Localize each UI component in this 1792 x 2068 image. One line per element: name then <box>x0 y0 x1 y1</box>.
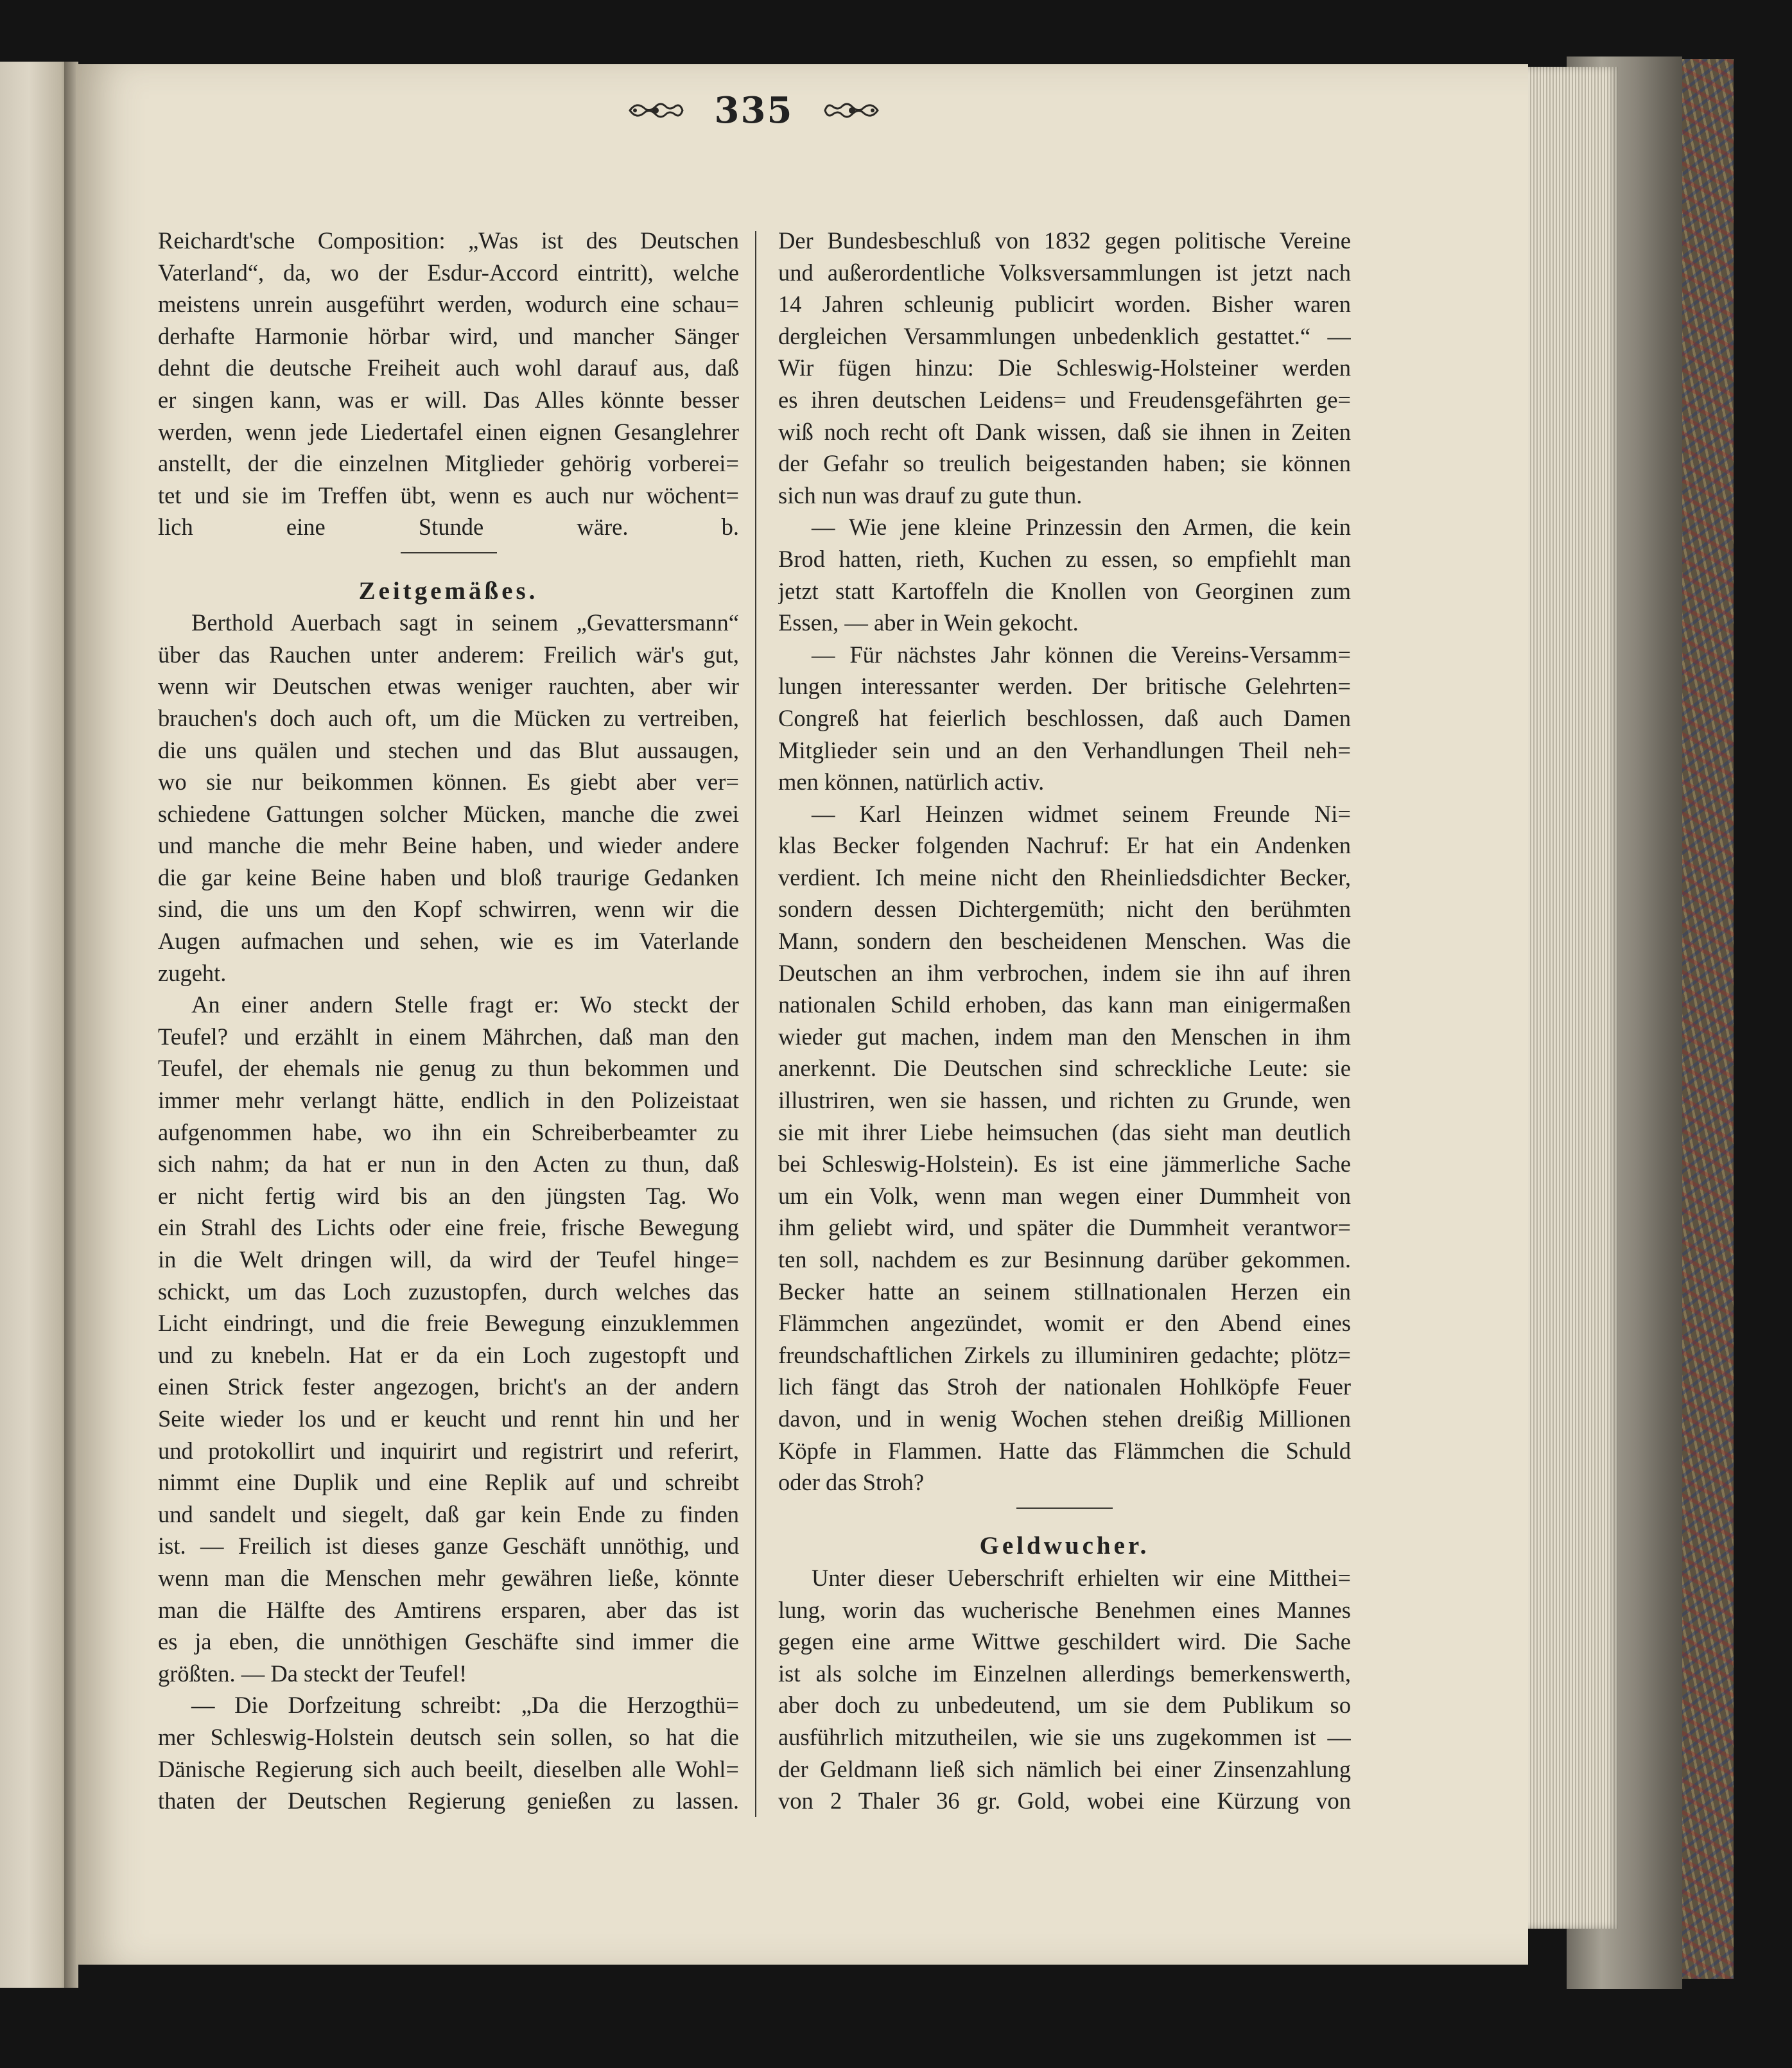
left-column-text-line: einen Strick fester angezogen, bricht's an der andern <box>158 1373 739 1400</box>
left-column-text-line: anstellt, der die einzelnen Mitglieder gehörig vorberei= <box>158 450 739 477</box>
left-column-text-line: Augen aufmachen und sehen, wie es im Vaterlande <box>158 928 739 955</box>
left-column-text-line: Berthold Auerbach sagt in seinem „Gevattersmann“ <box>191 609 739 636</box>
right-column-text-line: ihm geliebt wird, und später die Dummheit verantwor= <box>778 1214 1351 1241</box>
left-column-text-line: thaten der Deutschen Regierung genießen zu lassen. <box>158 1787 739 1814</box>
right-column-text-line: Becker hatte an seinem stillnationalen Herzen ein <box>778 1278 1351 1305</box>
left-column-text-line: ein Strahl des Lichts oder eine freie, frische Bewegung <box>158 1214 739 1241</box>
right-column-text-line: jetzt statt Kartoffeln die Knollen von Georginen zum <box>778 577 1351 604</box>
left-column-text-line: meistens unrein ausgeführt werden, wodurch eine schau= <box>158 291 739 318</box>
left-column-text-line: brauchen's doch auch oft, um die Mücken zu vertreiben, <box>158 704 739 731</box>
page-header <box>606 85 901 136</box>
right-column-text-line: der Geldmann ließ sich nämlich bei einer Zinsenzahlung <box>778 1755 1351 1782</box>
left-column-text-line: — Die Dorfzeitung schreibt: „Da die Herzogthü= <box>191 1692 739 1719</box>
right-column-text-line: — Karl Heinzen widmet seinem Freunde Ni= <box>812 800 1351 827</box>
left-column-text-line: er nicht fertig wird bis an den jüngsten Tag. Wo <box>158 1182 739 1209</box>
right-column-text-line: — Für nächstes Jahr können die Vereins-Versamm= <box>812 641 1351 668</box>
left-column-text-line: Licht eindringt, und die freie Bewegung einzuklemmen <box>158 1310 739 1337</box>
right-column-text-line: freundschaftlichen Zirkels zu illuminiren gedachte; plötz= <box>778 1341 1351 1368</box>
left-column-text-line: ist. — Freilich ist dieses ganze Geschäft unnöthig, und <box>158 1533 739 1560</box>
left-column-text-line: Dänische Regierung sich auch beeilt, dieselben alle Wohl= <box>158 1755 739 1782</box>
left-page-edge <box>0 62 72 1988</box>
right-column-text-line: wiß noch recht oft Dank wissen, daß sie ihnen in Zeiten <box>778 418 1351 445</box>
left-column-text-line: Vaterland“, da, wo der Esdur-Accord eintritt), welche <box>158 259 739 286</box>
right-column-text-line: Köpfe in Flammen. Hatte das Flämmchen die Schuld <box>778 1437 1351 1464</box>
left-column-text-line: man die Hälfte des Amtirens ersparen, aber das ist <box>158 1596 739 1623</box>
right-column-text-line: men können, natürlich activ. <box>778 769 1045 795</box>
right-column-text-line: Flämmchen angezündet, womit er den Abend eines <box>778 1310 1351 1337</box>
left-column-section-heading: Zeitgemäßes. <box>358 577 539 605</box>
left-column-text-line: Reichardt'sche Composition: „Was ist des Deutschen <box>158 227 739 254</box>
right-column-text-line: sich nun was drauf zu gute thun. <box>778 482 1083 508</box>
right-column-text-line: lung, worin das wucherische Benehmen eines Mannes <box>778 1596 1351 1623</box>
right-column-text-line: bei Schleswig-Holstein). Es ist eine jämmerliche Sache <box>778 1151 1351 1177</box>
left-column-text-line: Teufel, der ehemals nie genug zu thun bekommen und <box>158 1055 739 1082</box>
right-column-text-line: anerkennt. Die Deutschen sind schreckliche Leute: sie <box>778 1055 1351 1082</box>
right-column-text-line: von 2 Thaler 36 gr. Gold, wobei eine Kürzung von <box>778 1787 1351 1814</box>
right-column-text-line: sondern dessen Dichtergemüth; nicht den berühmten <box>778 896 1351 923</box>
right-column-text-line: 14 Jahren schleunig publicirt worden. Bisher waren <box>778 291 1351 318</box>
right-column-text-line: Brod hatten, rieth, Kuchen zu essen, so empfiehlt man <box>778 545 1351 572</box>
left-column-text-line: er singen kann, was er will. Das Alles könnte besser <box>158 386 739 413</box>
right-column-text-line: klas Becker folgenden Nachruf: Er hat ein Andenken <box>778 832 1351 859</box>
left-column-text-line: über das Rauchen unter anderem: Freilich wär's gut, <box>158 641 739 668</box>
left-column-text-line: schickt, um das Loch zuzustopfen, durch welches das <box>158 1278 739 1305</box>
right-column-text-line: oder das Stroh? <box>778 1469 925 1496</box>
right-column-text-line: sie mit ihrer Liebe heimsuchen (das sieht man deutlich <box>778 1118 1351 1145</box>
right-column-text-line: nationalen Schild erhoben, das kann man einigermaßen <box>778 991 1351 1018</box>
left-column-text-line: die gar keine Beine haben und bloß traurige Gedanken <box>158 864 739 891</box>
right-column-text-line: ausführlich mitzutheilen, wie sie uns zugekommen ist — <box>778 1723 1351 1750</box>
page-number: 335 <box>714 89 794 132</box>
right-column-text-line: — Wie jene kleine Prinzessin den Armen, die kein <box>812 514 1351 541</box>
left-column-text-line: Teufel? und erzählt in einem Mährchen, daß man den <box>158 1023 739 1050</box>
right-column-text-line: dergleichen Versammlungen unbedenklich gestattet.“ — <box>778 322 1351 349</box>
left-column-text-line: es ja eben, die unnöthigen Geschäfte sind immer die <box>158 1628 739 1655</box>
right-column-text-line: lich fängt das Stroh der nationalen Hohlköpfe Feuer <box>778 1373 1351 1400</box>
left-column-text-line: wenn wir Deutschen etwas weniger rauchten, aber wir <box>158 673 739 700</box>
left-column-text-line: nimmt eine Duplik und eine Replik auf und schreibt <box>158 1469 739 1496</box>
right-column-text-line: ist als solche im Einzelnen allerdings bemerkenswerth, <box>778 1660 1351 1687</box>
left-column-section-rule <box>158 543 739 575</box>
left-column-text-line: aufgenommen habe, wo ihn ein Schreiberbeamter zu <box>158 1118 739 1145</box>
left-column-text-line: in die Welt dringen will, da wird der Teufel hinge= <box>158 1246 739 1273</box>
left-column-text-line: wenn man die Menschen mehr gewähren ließe, könnte <box>158 1564 739 1591</box>
right-column-text-line: aber doch zu unbedeutend, um sie dem Publikum so <box>778 1692 1351 1719</box>
ornament-right-icon <box>822 98 880 123</box>
ornament-left-icon <box>627 98 685 123</box>
left-column-text-line: wo sie nur beikommen können. Es giebt aber ver= <box>158 769 739 795</box>
left-column-text-line: werden, wenn jede Liedertafel einen eignen Gesanglehrer <box>158 418 739 445</box>
right-column-section-rule <box>778 1499 1351 1531</box>
right-column-text-line: gegen eine arme Wittwe geschildert wird. Die Sache <box>778 1628 1351 1655</box>
left-column-text-line: tet und sie im Treffen übt, wenn es auch nur wöchent= <box>158 482 739 508</box>
left-column-text-line: mer Schleswig-Holstein deutsch sein sollen, so hat die <box>158 1723 739 1750</box>
right-column-text-line: davon, und in wenig Wochen stehen dreißig Millionen <box>778 1405 1351 1432</box>
left-column-text-line: und manche die mehr Beine haben, und wieder andere <box>158 832 739 859</box>
left-column-text-line: und zu knebeln. Hat er da ein Loch zugestopft und <box>158 1341 739 1368</box>
left-column-text-line: dehnt die deutsche Freiheit auch wohl darauf aus, daß <box>158 354 739 381</box>
right-column-text-line: und außerordentliche Volksversammlungen ist jetzt nach <box>778 259 1351 286</box>
left-column-text-line: schiedene Gattungen solcher Mücken, manche die zwei <box>158 800 739 827</box>
left-column-text-line: sind, die uns um den Kopf schwirren, wenn wir die <box>158 896 739 923</box>
right-column-text-line: Mitglieder sein und an den Verhandlungen Theil neh= <box>778 736 1351 763</box>
right-column-text-line: es ihren deutschen Leidens= und Freudensgefährten ge= <box>778 386 1351 413</box>
right-column-text-line: Mann, sondern den bescheidenen Menschen. Was die <box>778 928 1351 955</box>
right-column-text-line: Congreß hat feierlich beschlossen, daß auch Damen <box>778 704 1351 731</box>
left-column-text-line: sich nahm; da hat er nun in den Acten zu thun, daß <box>158 1151 739 1177</box>
right-column-text-line: wieder gut machen, indem man den Menschen in ihm <box>778 1023 1351 1050</box>
left-column-text-line: größten. — Da steckt der Teufel! <box>158 1660 467 1687</box>
left-column-text-line: derhafte Harmonie hörbar wird, und mancher Sänger <box>158 322 739 349</box>
left-column-text-line: Seite wieder los und er keucht und rennt hin und her <box>158 1405 739 1432</box>
right-column-text-line: Der Bundesbeschluß von 1832 gegen politische Vereine <box>778 227 1351 254</box>
left-column-text-line: und protokollirt und inquirirt und registrirt und referirt, <box>158 1437 739 1464</box>
right-column <box>778 225 1351 1817</box>
left-column-text-line: lich eine Stunde wäre. b. <box>158 514 739 541</box>
right-column-text-line: illustriren, wen sie hassen, und richten zu Grunde, wen <box>778 1087 1351 1114</box>
left-column-text-line: immer mehr verlangt hätte, endlich in den Polizeistaat <box>158 1087 739 1114</box>
page-stack-edges <box>1515 67 1618 1929</box>
right-column-section-heading: Geldwucher. <box>979 1532 1150 1560</box>
right-column-text-line: Unter dieser Ueberschrift erhielten wir eine Mitthei= <box>812 1564 1351 1591</box>
right-column-text-line: Deutschen an ihm verbrochen, indem sie ihn auf ihren <box>778 959 1351 986</box>
right-column-text-line: um ein Volk, wenn man wegen einer Dummheit von <box>778 1182 1351 1209</box>
right-column-text-line: lungen interessanter werden. Der britische Gelehrten= <box>778 673 1351 700</box>
left-column-text-line: und sandelt und siegelt, daß gar kein Ende zu finden <box>158 1500 739 1527</box>
left-column-text-line: zugeht. <box>158 959 227 986</box>
left-column <box>158 225 739 1817</box>
left-column-text-line: die uns quälen und stechen und das Blut aussaugen, <box>158 736 739 763</box>
right-column-text-line: der Gefahr so treulich beigestanden haben; sie können <box>778 450 1351 477</box>
right-column-text-line: Essen, — aber in Wein gekocht. <box>778 609 1079 636</box>
right-column-text-line: ten soll, nachdem es zur Besinnung darüber gekommen. <box>778 1246 1351 1273</box>
right-column-text-line: Wir fügen hinzu: Die Schleswig-Holsteiner werden <box>778 354 1351 381</box>
left-column-text-line: An einer andern Stelle fragt er: Wo steckt der <box>191 991 739 1018</box>
right-column-text-line: verdient. Ich meine nicht den Rheinliedsdichter Becker, <box>778 864 1351 891</box>
column-divider <box>755 231 756 1817</box>
